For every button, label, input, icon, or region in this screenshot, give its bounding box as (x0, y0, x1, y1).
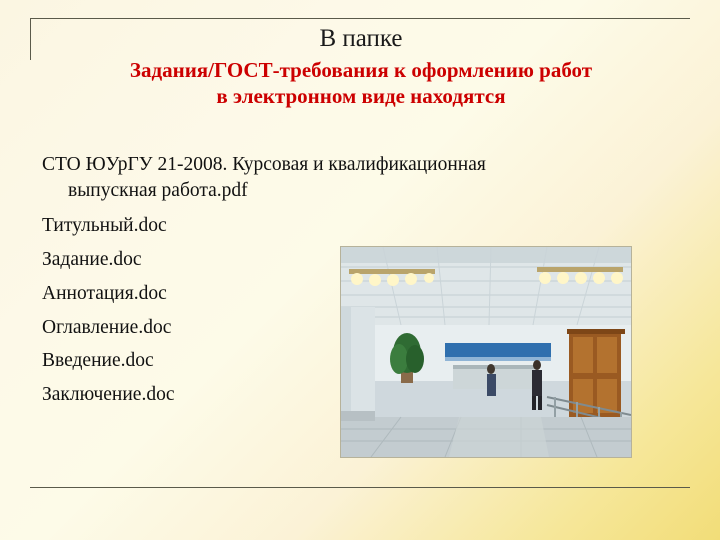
left-divider (30, 18, 31, 60)
list-item: СТО ЮУрГУ 21-2008. Курсовая и квалификационная выпускная работа.pdf (42, 154, 486, 201)
list-item: Титульный.doc (42, 215, 167, 237)
university-lobby-photo (340, 246, 632, 458)
title-line-1: В папке (319, 25, 403, 52)
bottom-divider (30, 487, 690, 488)
title-line-3: в электронном виде находятся (216, 84, 506, 109)
list-item: Аннотация.doc (42, 282, 167, 304)
slide-title (36, 24, 686, 110)
list-item: Введение.doc (42, 350, 154, 372)
list-item: Заключение.doc (42, 384, 175, 406)
list-item: Оглавление.doc (42, 316, 172, 338)
list-item: Задание.doc (42, 249, 142, 271)
top-divider (30, 18, 690, 19)
title-line-2: Задания/ГОСТ-требования к оформлению работ (129, 57, 593, 82)
